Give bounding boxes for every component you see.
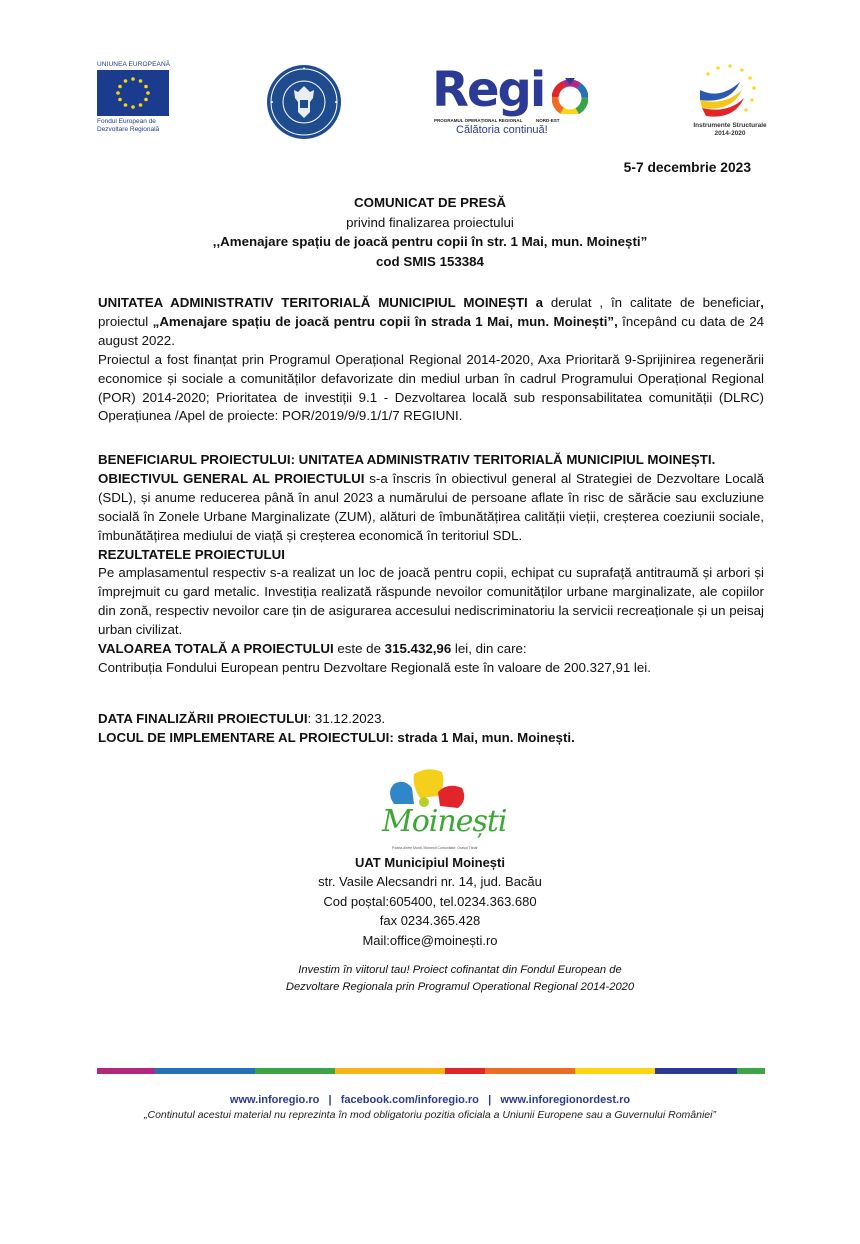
location-line <box>98 729 764 748</box>
slogan-line2: Dezvoltare Regionala prin Programul Operational Regional 2014-2020 <box>285 980 635 993</box>
total-value-label: VALOAREA TOTALĂ A PROIECTULUI <box>98 641 334 657</box>
fedr-contribution: Contribuția Fondului European pentru Dezvoltare Regională este în valoare de 200.327,91 lei. <box>98 659 651 675</box>
location-value: : strada 1 Mai, mun. Moinești. <box>389 729 575 745</box>
regio-logo <box>432 62 592 140</box>
beneficiary-name: UNITATEA ADMINISTRATIV TERITORIALĂ MUNICIPIUL MOINEȘTI a <box>98 295 543 310</box>
total-value-mid: este de <box>333 641 385 657</box>
location-label: LOCUL DE IMPLEMENTARE AL PROIECTULUI <box>98 729 390 745</box>
color-bar-segment <box>655 1068 737 1074</box>
regio-region-label: NORD-EST <box>536 118 560 123</box>
link-inforegio[interactable]: www.inforegio.ro <box>229 1094 320 1106</box>
results-label: REZULTATELE PROIECTULUI <box>98 546 285 562</box>
eu-logo-title: UNIUNEA EUROPEANĂ <box>97 61 171 68</box>
eu-flag-icon <box>97 70 169 116</box>
footer-color-bar <box>97 1068 765 1074</box>
regio-color-wheel-icon <box>552 78 588 114</box>
project-title: ,,Amenajare spațiu de joacă pentru copii în str. 1 Mai, mun. Moinești” <box>212 234 648 249</box>
intro-text-2: proiectul <box>98 313 153 329</box>
intro-project-name: „Amenajare spațiu de joacă pentru copii în strada 1 Mai, mun. Moinești”, <box>152 313 618 329</box>
link-inforegionordest[interactable]: www.inforegionordest.ro <box>500 1094 631 1106</box>
contact-name: UAT Municipiul Moinești <box>355 855 505 870</box>
completion-date-label: DATA FINALIZĂRII PROIECTULUI <box>98 711 308 726</box>
release-date: 5-7 decembrie 2023 <box>623 160 751 175</box>
beneficiary-line: BENEFICIARUL PROIECTULUI: UNITATEA ADMINISTRATIV TERITORIALĂ MUNICIPIUL MOINEȘTI. <box>98 452 716 467</box>
contact-address: str. Vasile Alecsandri nr. 14, jud. Bacău <box>318 874 542 890</box>
completion-date-line <box>98 710 764 729</box>
footer-disclaimer: „Continutul acestui material nu reprezinta în mod obligatoriu pozitia oficiala a Uniunii Europene sau a Guvernului României” <box>144 1109 716 1121</box>
moinesti-tagline: Poarta dintre Munți, Moinești Comunitate, Orașul Tânăr <box>392 846 478 850</box>
total-value-tail: lei, din care: <box>451 641 527 657</box>
instrumente-structurale-label <box>680 122 780 138</box>
moinesti-wordmark: Moinești <box>382 804 507 839</box>
objective-text: s-a înscris în obiectivul general al Strategiei de Dezvoltare Locală (SDL), și anume reducerea până în anul 2023 a numărului de persoane aflate în risc de sărăcie sau excluziune socială în Zonele Urbane Marginalizate (ZUM), alături de îmbunătățirea calității vieții, creșterea coeziunii sociale, îmbunătățirea mediului de viață și creșterea economică în teritoriul SDL. <box>98 470 765 543</box>
regio-wordmark: Regi <box>432 62 545 118</box>
moinesti-logo <box>380 766 510 856</box>
contact-postal-phone: Cod poștal:605400, tel.0234.363.680 <box>323 893 537 909</box>
link-separator: | <box>328 1094 332 1106</box>
release-title: COMUNICAT DE PRESĂ <box>354 195 506 210</box>
instrumente-line1: Instrumente Structurale <box>693 122 767 129</box>
results-text: Pe amplasamentul respectiv s-a realizat un loc de joacă pentru copii, echipat cu suprafață antitraumă și arbori și împrejmuit cu gard metalic. Investiția realizată răspunde nevoilor comunităților urbane marginalizate, ale copiilor din zonă, respectiv nevoilor care țin de asigurarea accesului nediscriminatoriu la servicii recreaționale și un peisaj urban civilizat. <box>98 565 764 638</box>
cofinancing-slogan <box>200 962 720 995</box>
intro-start-date: începând cu data de 24 august 2022. <box>98 313 764 348</box>
completion-section <box>98 710 764 748</box>
contact-email[interactable]: Mail:office@moinești.ro <box>362 932 498 948</box>
total-value-line <box>98 640 764 659</box>
objective-label: OBIECTIVUL GENERAL AL PROIECTULUI <box>98 470 365 486</box>
color-bar-segment <box>445 1068 485 1074</box>
color-bar-segment <box>155 1068 255 1074</box>
intro-paragraph <box>98 294 764 351</box>
regio-program-label: PROGRAMUL OPERAȚIONAL REGIONAL <box>434 118 523 123</box>
financing-paragraph: Proiectul a fost finanțat prin Programul Operațional Regional 2014-2020, Axa Prioritară 9-Sprijinirea regenerării economice și sociale a comunităților defavorizate din mediul urban în cadrul Programului Operațional Regional (POR) 2014-2020; Prioritatea de investiții 9.1 - Dezvoltarea locală sub responsabilitatea comunității (DLRC) Operațiunea /Apel de proiecte: POR/2019/9/9.1/1/7 REGIUNI. <box>98 351 764 424</box>
eu-logo-subtitle-line1: Fondul European de <box>97 118 156 125</box>
completion-date-value: : 31.12.2023. <box>307 711 386 726</box>
intro-comma: , <box>760 295 764 310</box>
link-facebook[interactable]: facebook.com/inforegio.ro <box>340 1094 479 1106</box>
release-heading <box>160 193 700 271</box>
color-bar-segment <box>737 1068 765 1074</box>
instrumente-structurale-logo <box>680 60 780 142</box>
link-separator: | <box>488 1094 492 1106</box>
color-bar-segment <box>97 1068 155 1074</box>
smis-code: cod SMIS 153384 <box>376 253 484 269</box>
slogan-line1: Investim în viitorul tau! Proiect cofinantat din Fondul European de <box>298 964 622 976</box>
intro-section <box>98 294 764 426</box>
color-bar-segment <box>485 1068 575 1074</box>
instrumente-structurale-icon <box>680 60 780 122</box>
eu-logo <box>97 61 175 141</box>
details-section <box>98 451 764 678</box>
release-subtitle: privind finalizarea proiectului <box>346 214 514 230</box>
eu-logo-subtitle-line2: Dezvoltare Regională <box>97 126 160 133</box>
contact-fax: fax 0234.365.428 <box>379 913 481 929</box>
objective-paragraph <box>98 470 764 546</box>
color-bar-segment <box>335 1068 445 1074</box>
intro-text: derulat , în calitate de beneficiar <box>542 295 761 310</box>
color-bar-segment <box>255 1068 335 1074</box>
instrumente-line2: 2014-2020 <box>714 130 746 137</box>
total-value-amount: 315.432,96 <box>384 641 452 657</box>
contact-block <box>240 853 620 950</box>
eu-logo-subtitle <box>97 118 175 134</box>
color-bar-segment <box>575 1068 655 1074</box>
guvernul-romaniei-seal-icon <box>266 64 342 140</box>
regio-slogan: Călătoria continuă! <box>456 124 548 136</box>
